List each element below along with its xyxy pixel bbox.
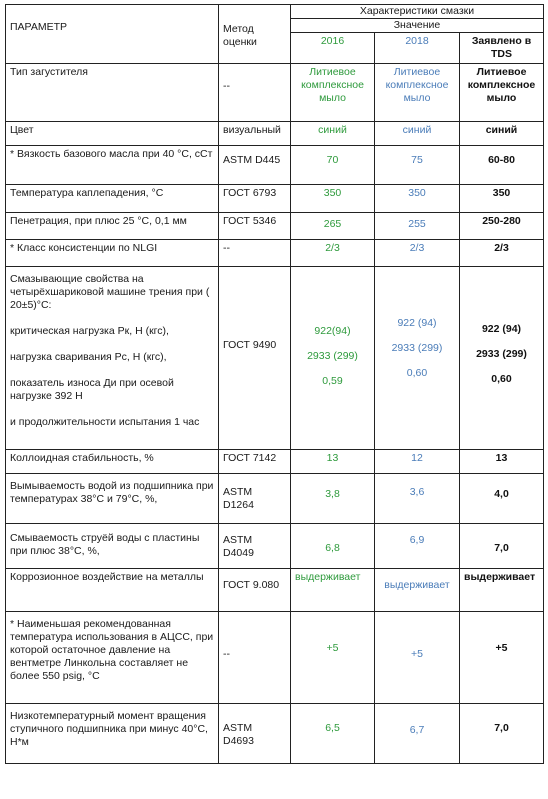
param-cell: Температура каплепадения, °С xyxy=(6,185,219,213)
value-2016: +5 xyxy=(291,612,375,704)
value-2018-weld: 2933 (299) xyxy=(391,342,443,354)
table-row xyxy=(6,569,544,612)
value-tds: 60-80 xyxy=(460,146,544,185)
table-row xyxy=(6,704,544,764)
table-row xyxy=(6,474,544,524)
value-2016: 6,8 xyxy=(291,524,375,569)
value-2016: синий xyxy=(291,122,375,146)
method-cell: ASTM D4693 xyxy=(219,704,291,764)
method-cell: ГОСТ 7142 xyxy=(219,450,291,474)
value-2018-four-ball xyxy=(375,267,460,450)
value-2018: +5 xyxy=(375,612,460,704)
table-row-four-ball xyxy=(6,267,544,450)
param-cell: Пенетрация, при плюс 25 °С, 0,1 мм xyxy=(6,213,219,240)
table-row xyxy=(6,146,544,185)
value-2016: 350 xyxy=(291,185,375,213)
value-2018: выдерживает xyxy=(375,569,460,612)
four-ball-duration: и продолжительности испытания 1 час xyxy=(10,416,200,428)
table-row xyxy=(6,450,544,474)
value-2016: 2/3 xyxy=(291,240,375,267)
param-cell: Коллоидная стабильность, % xyxy=(6,450,219,474)
value-2016: 265 xyxy=(291,213,375,240)
value-2016: 3,8 xyxy=(291,474,375,524)
method-cell: ГОСТ 5346 xyxy=(219,213,291,240)
value-tds: синий xyxy=(460,122,544,146)
value-2018: 255 xyxy=(375,213,460,240)
value-2018: синий xyxy=(375,122,460,146)
header-method: Метод оценки xyxy=(219,5,291,64)
value-tds: 250-280 xyxy=(460,213,544,240)
header-row-group xyxy=(6,5,544,19)
value-2016-critical: 922(94) xyxy=(314,325,351,337)
method-cell: ГОСТ 9.080 xyxy=(219,569,291,612)
value-2016-wear: 0,59 xyxy=(322,375,343,387)
method-cell: ASTM D1264 xyxy=(219,474,291,524)
value-2018: 2/3 xyxy=(375,240,460,267)
value-tds: 13 xyxy=(460,450,544,474)
value-2016: Литиевое комплексное мыло xyxy=(291,64,375,122)
method-cell: визуальный xyxy=(219,122,291,146)
table-row xyxy=(6,524,544,569)
value-tds-weld: 2933 (299) xyxy=(476,348,527,360)
method-cell: ГОСТ 6793 xyxy=(219,185,291,213)
value-tds: 2/3 xyxy=(460,240,544,267)
method-cell: -- xyxy=(219,64,291,122)
param-cell: Коррозионное воздействие на металлы xyxy=(6,569,219,612)
header-tds: Заявлено в TDS xyxy=(460,33,544,64)
value-2018: 12 xyxy=(375,450,460,474)
table-row xyxy=(6,122,544,146)
param-cell: * Вязкость базового масла при 40 °С, сСт xyxy=(6,146,219,185)
value-2016: 70 xyxy=(291,146,375,185)
param-cell: Цвет xyxy=(6,122,219,146)
value-2016-weld: 2933 (299) xyxy=(307,350,358,362)
method-cell: ASTM D4049 xyxy=(219,524,291,569)
value-2016: 13 xyxy=(291,450,375,474)
method-cell: ASTM D445 xyxy=(219,146,291,185)
four-ball-wear-index: показатель износа Ди при осевой нагрузке 392 Н xyxy=(10,377,174,402)
value-2018: 6,7 xyxy=(375,704,460,764)
table-row xyxy=(6,612,544,704)
value-tds: 350 xyxy=(460,185,544,213)
value-tds: 7,0 xyxy=(460,704,544,764)
header-param: ПАРАМЕТР xyxy=(6,5,219,64)
value-2016-four-ball xyxy=(291,267,375,450)
value-2018: 3,6 xyxy=(375,474,460,524)
value-2016: выдерживает xyxy=(291,569,375,612)
table-row xyxy=(6,213,544,240)
value-tds-wear: 0,60 xyxy=(491,373,512,385)
four-ball-critical-load: критическая нагрузка Рк, Н (кгс), xyxy=(10,325,169,337)
header-2016: 2016 xyxy=(291,33,375,64)
value-2018-critical: 922 (94) xyxy=(397,317,437,329)
header-2018: 2018 xyxy=(375,33,460,64)
value-2018-wear: 0,60 xyxy=(406,367,428,379)
value-tds-critical: 922 (94) xyxy=(481,323,522,335)
param-cell: Смываемость струёй воды с пластины при плюс 38°С, %, xyxy=(6,524,219,569)
method-cell: -- xyxy=(219,612,291,704)
value-tds-four-ball xyxy=(460,267,544,450)
value-tds: +5 xyxy=(460,612,544,704)
value-tds: 7,0 xyxy=(460,524,544,569)
value-tds: 4,0 xyxy=(460,474,544,524)
four-ball-weld-load: нагрузка сваривания Рс, Н (кгс), xyxy=(10,351,167,363)
grease-spec-table xyxy=(5,4,544,764)
param-cell: * Наименьшая рекомендованная температура использования в АЦСС, при которой остаточное давление на вентметре Линкольна составляет не более 550 psig, °С xyxy=(6,612,219,704)
value-2018: 350 xyxy=(375,185,460,213)
value-2018: 75 xyxy=(375,146,460,185)
value-2018: Литиевое комплексное мыло xyxy=(375,64,460,122)
param-cell: * Класс консистенции по NLGI xyxy=(6,240,219,267)
value-2016: 6,5 xyxy=(291,704,375,764)
value-2018: 6,9 xyxy=(375,524,460,569)
table-row xyxy=(6,240,544,267)
four-ball-intro: Смазывающие свойства на четырёхшариковой машине трения при ( 20±5)°С: xyxy=(10,273,210,311)
param-cell-four-ball xyxy=(6,267,219,450)
value-tds: выдерживает xyxy=(460,569,544,612)
param-cell: Тип загустителя xyxy=(6,64,219,122)
header-value: Значение xyxy=(291,19,544,33)
param-cell: Низкотемпературный момент вращения ступичного подшипника при минус 40°С, Н*м xyxy=(6,704,219,764)
value-tds: Литиевое комплексное мыло xyxy=(460,64,544,122)
method-cell: ГОСТ 9490 xyxy=(219,267,291,450)
header-characteristics: Характеристики смазки xyxy=(291,5,544,19)
param-cell: Вымываемость водой из подшипника при температурах 38°С и 79°С, %, xyxy=(6,474,219,524)
table-row xyxy=(6,64,544,122)
method-cell: -- xyxy=(219,240,291,267)
table-row xyxy=(6,185,544,213)
